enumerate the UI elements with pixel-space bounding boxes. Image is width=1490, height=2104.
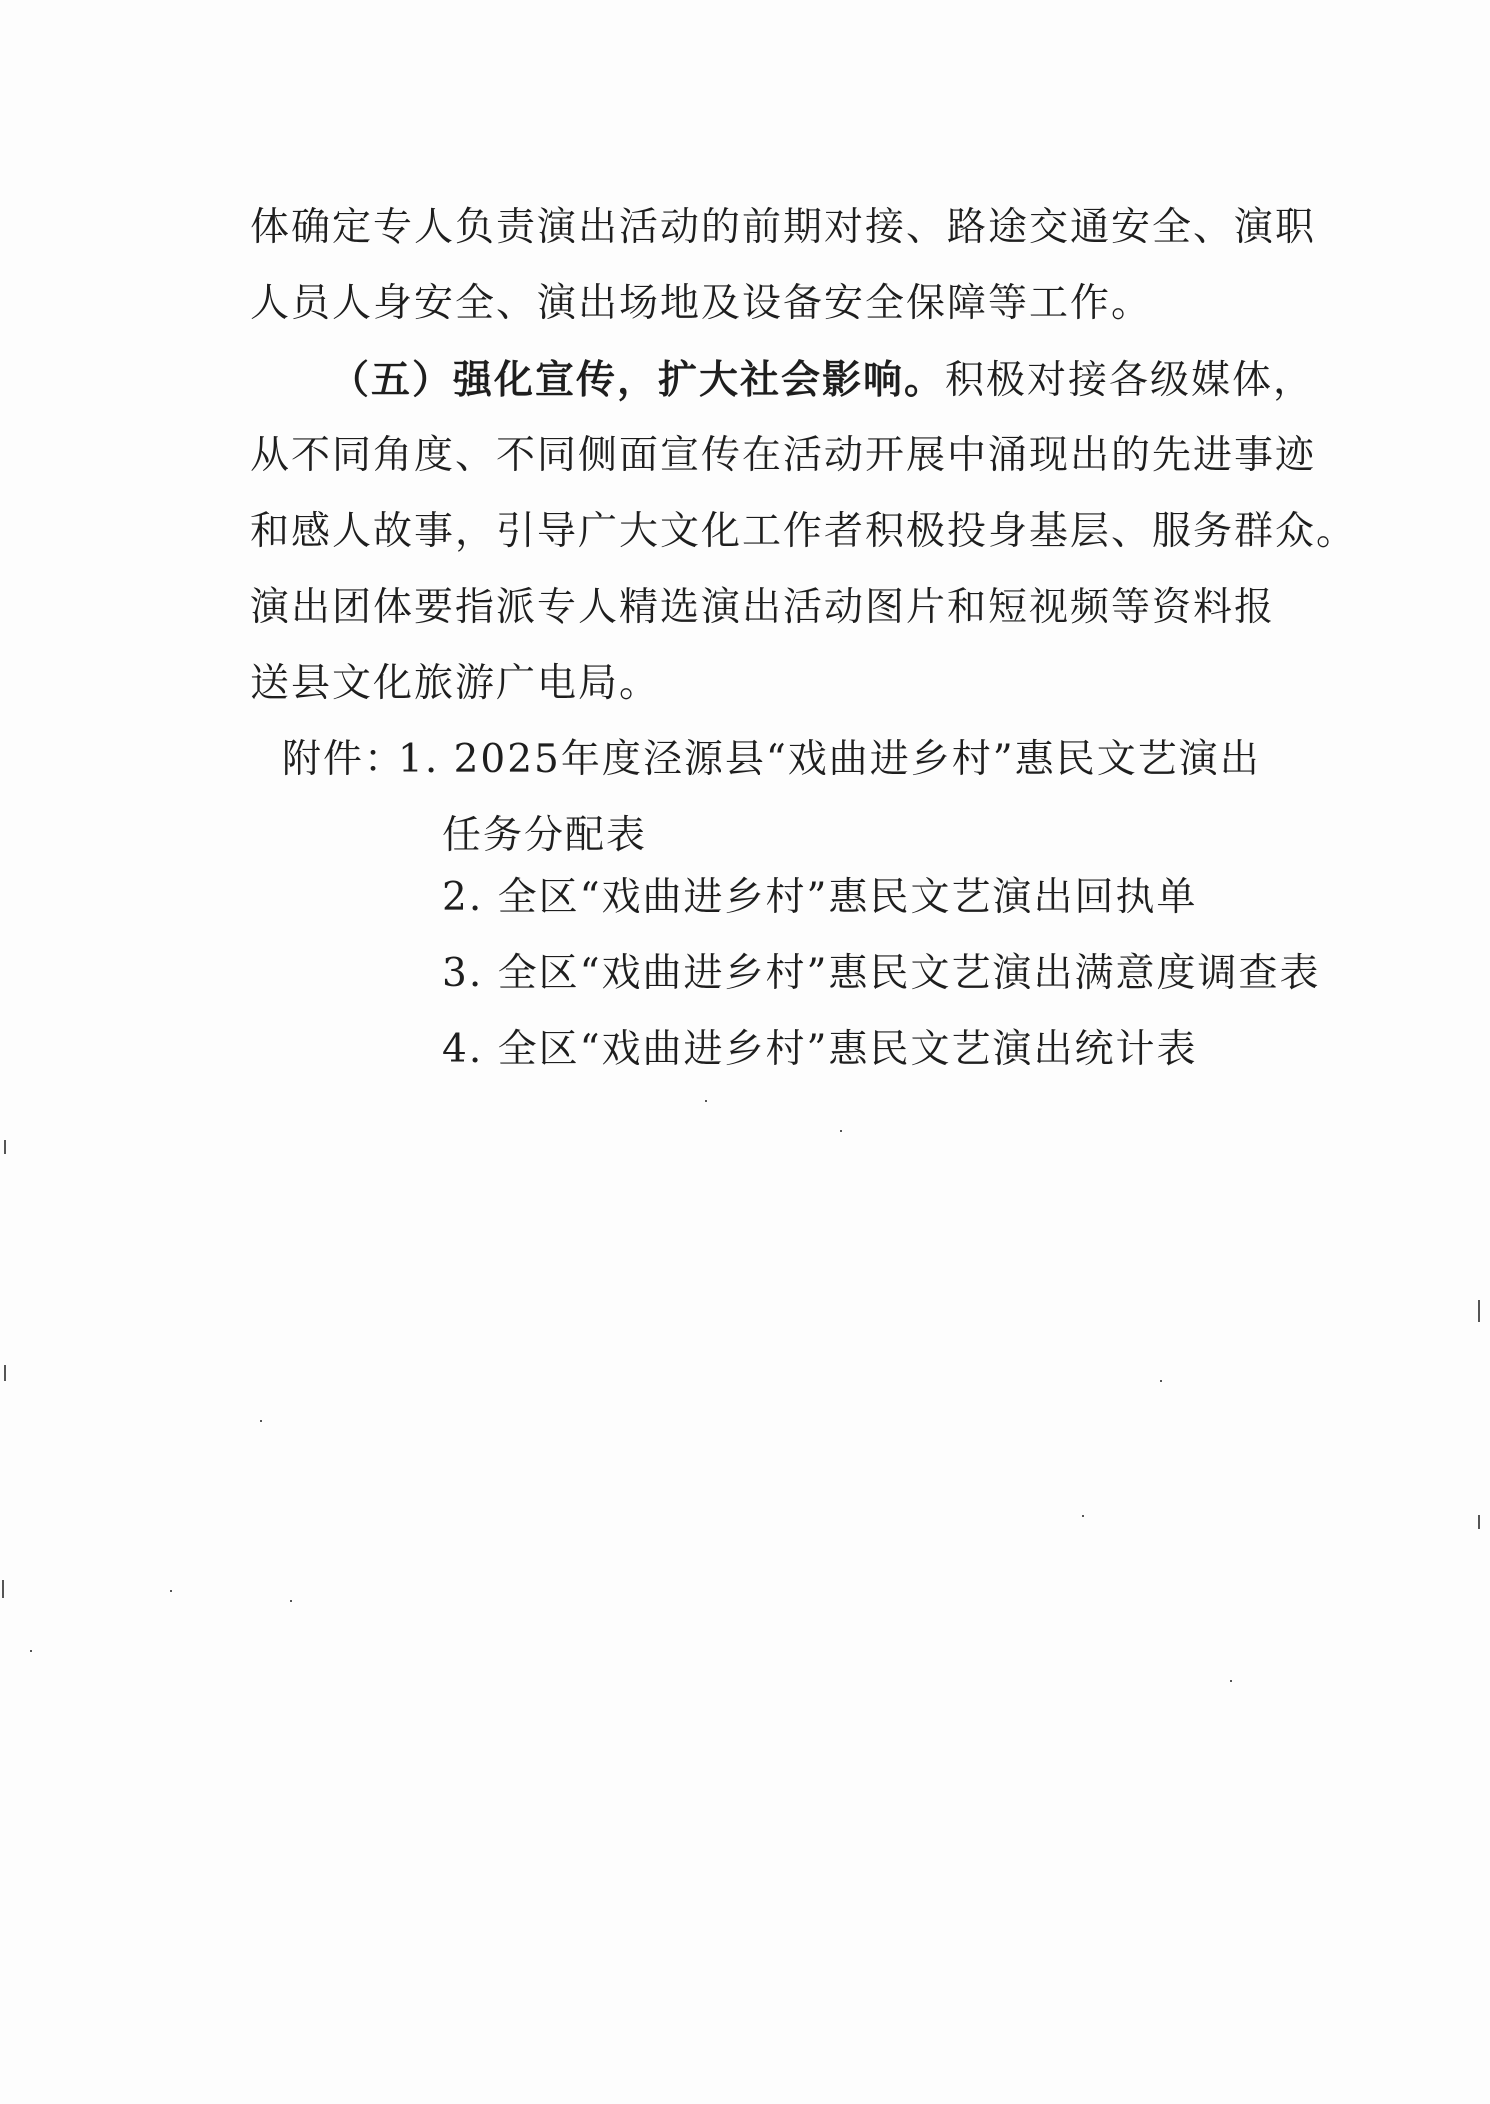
body-text-line: 演出团体要指派专人精选演出活动图片和短视频等资料报 [250,585,1276,630]
section-5-heading: （五）强化宣传，扩大社会影响。 [330,357,946,403]
attachment-item: 2. 全区“戏曲进乡村”惠民文艺演出回执单 [442,875,1198,920]
section-5-first-line [330,350,1314,411]
attachment-item: 3. 全区“戏曲进乡村”惠民文艺演出满意度调查表 [442,951,1321,996]
scan-speck [260,1420,262,1422]
scan-speck [1160,1380,1162,1382]
scan-speck [705,1100,707,1102]
body-text-line: 从不同角度、不同侧面宣传在活动开展中涌现出的先进事迹 [250,433,1317,478]
attachments-label: 附件： [282,737,406,782]
section-5-first-line-text: 积极对接各级媒体， [945,358,1315,403]
scan-speck [290,1600,292,1602]
scan-speck [1478,1300,1480,1322]
attachment-item: 1. 2025年度泾源县“戏曲进乡村”惠民文艺演出 [398,737,1261,782]
body-text-line: 送县文化旅游广电局。 [250,661,661,706]
scan-speck [2,1580,4,1598]
scan-speck [840,1130,842,1132]
body-text-line: 和感人故事，引导广大文化工作者积极投身基层、服务群众。 [250,509,1358,554]
scan-speck [30,1650,32,1652]
attachment-item: 4. 全区“戏曲进乡村”惠民文艺演出统计表 [442,1027,1198,1072]
scan-speck [1230,1680,1232,1682]
body-text-line: 人员人身安全、演出场地及设备安全保障等工作。 [250,281,1153,326]
scan-speck [4,1365,6,1381]
body-text-line: 体确定专人负责演出活动的前期对接、路途交通安全、演职 [250,205,1317,250]
attachment-item-continuation: 任务分配表 [442,813,648,858]
scan-speck [1478,1515,1480,1529]
scan-speck [1082,1515,1084,1517]
scan-speck [4,1140,6,1154]
scan-speck [170,1590,172,1592]
